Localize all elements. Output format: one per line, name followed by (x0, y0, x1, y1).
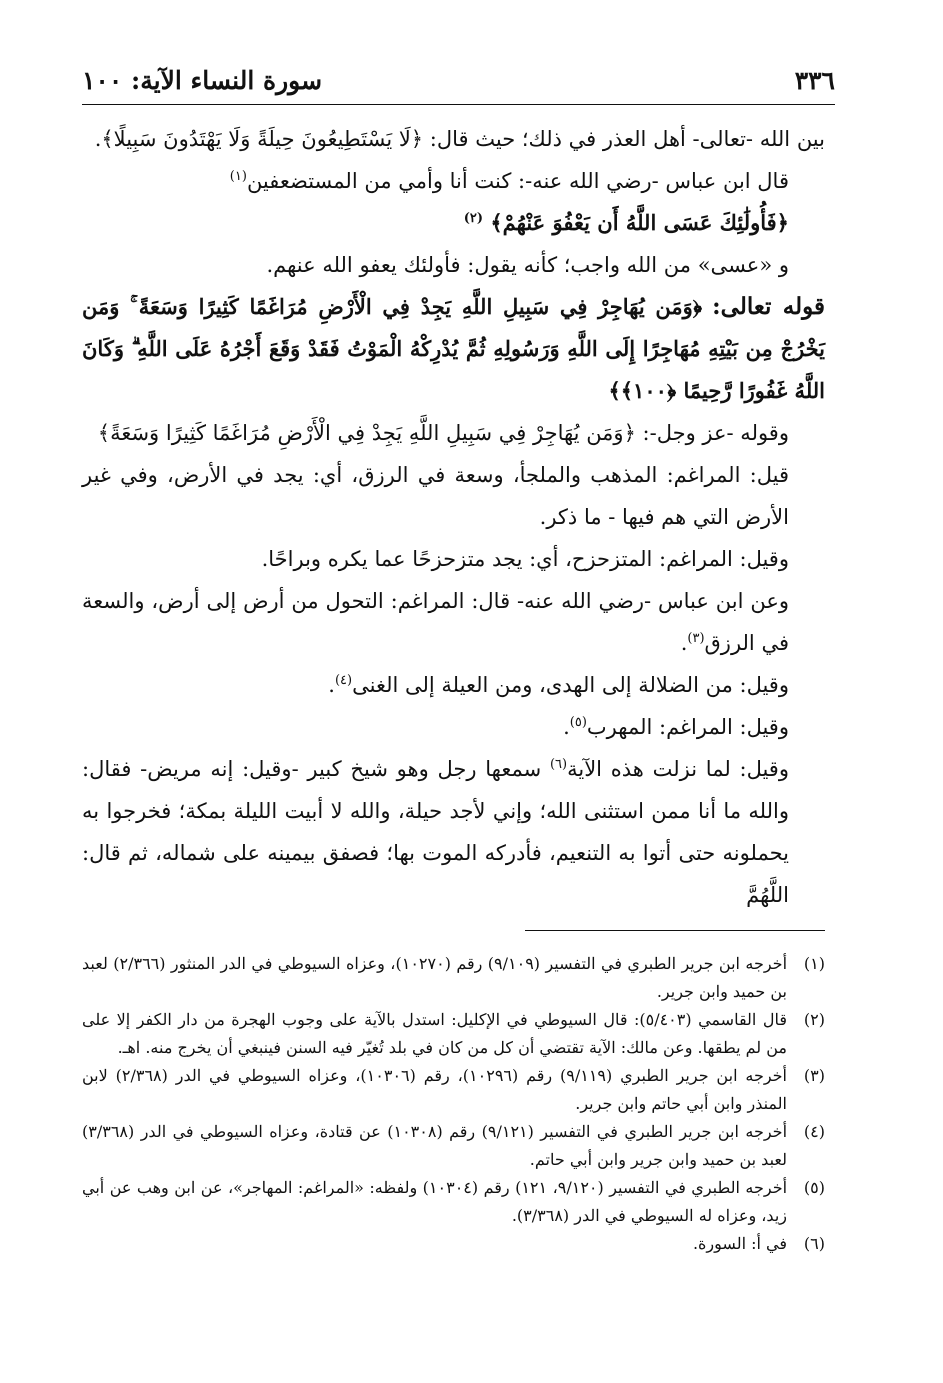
footnotes (82, 950, 825, 1258)
footnote-ref[interactable]: (٦) (549, 757, 568, 772)
quran-verse: ﴿فَأُولَٰئِكَ عَسَى اللَّهُ أَن يَعْفُوَ عَنْهُمْ﴾ $^{(٢)}$ (463, 210, 789, 235)
surah-reference: سورة النساء الآية: ١٠٠ (82, 65, 323, 95)
verse-heading (82, 286, 825, 412)
paragraph: وقيل: لما نزلت هذه الآية$^{(٦)}$ سمعها رجل وهو شيخ كبير -وقيل: إنه مريض- فقال: والله ما أنا ممن استثنى الله؛ وإني لأجد حيلة، والله لا أبيت الليلة بمكة؛ فخرجوا به يحملونه حتى أتوا به التنعيم، فأدركه الموت بها؛ فصفق بيمينه على شماله، ثم قال: اللَّهُمَّ (82, 757, 789, 907)
verse-label: قوله تعالى: (712, 293, 825, 320)
footnote-number: (٢) (803, 1010, 825, 1029)
footnote (82, 1174, 825, 1230)
footnote-text: أخرجه ابن جرير الطبري في التفسير (٩/١٠٩) رقم (١٠٢٧٠)، وعزاه السيوطي في الدر المنثور (٢/٣٦٦) لعبد بن حميد وابن جرير. (82, 954, 788, 1001)
footnote-ref[interactable]: (٣) (687, 631, 705, 646)
footnote (82, 1230, 825, 1258)
footnote-text: أخرجه الطبري في التفسير (٩/١٢٠، ١٢١) رقم (١٠٣٠٤) ولفظه: «المراغم: المهاجر»، عن ابن وهب عن أبي زيد، وعزاه له السيوطي في الدر (٣/٣٦٨). (82, 1178, 788, 1225)
footnote-ref[interactable]: (٥) (569, 715, 587, 730)
paragraph: وقيل: المراغم: المهرب$^{(٥)}$. (563, 715, 789, 739)
running-header (82, 60, 835, 100)
footnote-number: (٣) (803, 1066, 825, 1085)
paragraph: بين الله -تعالى- أهل العذر في ذلك؛ حيث قال: ﴿لَا يَسْتَطِيعُونَ حِيلَةً وَلَا يَهْتَدُونَ سَبِيلًا﴾. (94, 127, 825, 151)
paragraph: وقيل: من الضلالة إلى الهدى، ومن العيلة إلى الغنى$^{(٤)}$. (328, 673, 789, 697)
paragraph: وقوله -عز وجل-: ﴿وَمَن يُهَاجِرْ فِي سَبِيلِ اللَّهِ يَجِدْ فِي الْأَرْضِ مُرَاغَمًا كَثِيرًا وَسَعَةً﴾ (97, 421, 789, 445)
paragraph: قيل: المراغم: المذهب والملجأ، وسعة في الرزق، أي: يجد في الأرض، وفي غير الأرض التي هم فيها - ما ذكر. (82, 463, 789, 529)
footnote (82, 1118, 825, 1174)
footnote-text: أخرجه ابن جرير الطبري (٩/١١٩) رقم (١٠٢٩٦)، رقم (١٠٣٠٦)، وعزاه السيوطي في الدر (٢/٣٦٨) لابن المنذر وابن أبي حاتم وابن جرير. (82, 1066, 788, 1113)
paragraph: قال ابن عباس -رضي الله عنه-: كنت أنا وأمي من المستضعفين$^{(١)}$ (229, 169, 789, 193)
footnote (82, 1062, 825, 1118)
footnote-text: في أ: السورة. (692, 1234, 787, 1253)
footnote (82, 1006, 825, 1062)
page-number: ٣٣٦ (794, 65, 835, 95)
footnote-ref[interactable]: (١) (229, 169, 247, 184)
footnote-number: (٤) (803, 1122, 825, 1141)
footnote (82, 950, 825, 1006)
footnote-number: (١) (803, 954, 825, 973)
footnote-divider (525, 930, 825, 931)
paragraph: و «عسى» من الله واجب؛ كأنه يقول: فأولئك يعفو الله عنهم. (266, 253, 789, 277)
footnote-number: (٦) (803, 1234, 825, 1253)
footnote-ref[interactable]: (٤) (334, 673, 353, 688)
paragraph: وعن ابن عباس -رضي الله عنه- قال: المراغم: التحول من أرض إلى أرض، والسعة في الرزق$^{(٣)}$. (82, 589, 789, 655)
footnote-text: قال القاسمي (٥/٤٠٣): قال السيوطي في الإكليل: استدل بالآية على وجوب الهجرة من دار الكفر إلا على من لم يطقها. وعن مالك: الآية تقتضي أن كل من كان في بلد تُغيّر فيه السنن فينبغي أن يخرج منه. اهـ. (82, 1010, 788, 1057)
footnote-number: (٥) (803, 1178, 825, 1197)
main-text (82, 118, 825, 916)
footnote-text: أخرجه ابن جرير الطبري في التفسير (٩/١٢١) رقم (١٠٣٠٨) عن قتادة، وعزاه السيوطي في الدر (٣/٣٦٨) لعبد بن حميد وابن جرير وابن أبي حاتم. (82, 1122, 788, 1169)
header-divider (82, 104, 835, 105)
quran-verse: ﴿وَمَن يُهَاجِرْ فِي سَبِيلِ اللَّهِ يَجِدْ فِي الْأَرْضِ مُرَاغَمًا كَثِيرًا وَسَعَةً ۚ وَمَن يَخْرُجْ مِن بَيْتِهِ مُهَاجِرًا إِلَى اللَّهِ وَرَسُولِهِ ثُمَّ يُدْرِكْهُ الْمَوْتُ فَقَدْ وَقَعَ أَجْرُهُ عَلَى اللَّهِ ۗ وَكَانَ اللَّهُ غَفُورًا رَّحِيمًا ﴿١٠٠﴾﴾ (82, 294, 825, 403)
paragraph: وقيل: المراغم: المتزحزح، أي: يجد متزحزحًا عما يكره وبراحًا. (261, 547, 789, 571)
footnote-ref[interactable]: (٢) (463, 211, 484, 226)
